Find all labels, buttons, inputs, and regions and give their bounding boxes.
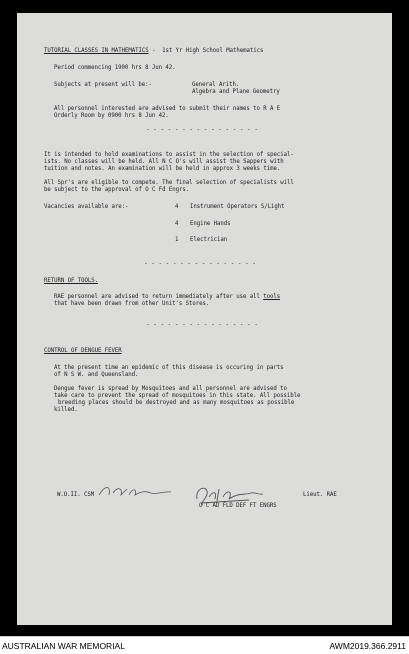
body-line: breeding places should be destroyed and as many mosquitoes as possible bbox=[58, 400, 295, 406]
subject-item: Algebra and Plane Geometry bbox=[192, 89, 280, 95]
footer-bar bbox=[0, 636, 409, 654]
vacancy-count: 4 bbox=[175, 221, 179, 227]
vacancy-count: 1 bbox=[175, 237, 179, 243]
separator: - - - - - - - - - - - - - - - - bbox=[146, 126, 258, 133]
title-line bbox=[44, 48, 263, 55]
vacancy-item: Electrician bbox=[190, 237, 228, 243]
section-heading: RETURN OF TOOLS. bbox=[44, 278, 98, 284]
vacancy-item: Instrument Operators S/Light bbox=[190, 204, 285, 210]
tools-underlined-word: tools bbox=[263, 294, 281, 300]
footer-credit: AUSTRALIAN WAR MEMORIAL bbox=[2, 641, 125, 651]
tools-text: RAE personnel are advised to return immediately after use all bbox=[54, 294, 260, 300]
vacancy-count: 4 bbox=[175, 204, 179, 210]
body-line: It is intended to hold examinations to assist in the selection of special- bbox=[44, 152, 294, 158]
vacancies-label: Vacancies available are:- bbox=[44, 204, 129, 210]
signature-wo bbox=[97, 483, 177, 501]
footer-accession-number: AWM2019.366.2911 bbox=[329, 641, 406, 651]
vacancy-item: Engine Hands bbox=[190, 221, 231, 227]
body-line: tuition and notes. An examination will be held in approx 3 weeks time. bbox=[44, 166, 281, 172]
body-line: All personnel interested are advised to submit their names to R A E bbox=[54, 106, 281, 112]
officer-rank: Lieut. RAE bbox=[303, 492, 337, 498]
body-line: At the present time an epidemic of this disease is occuring in parts bbox=[54, 365, 284, 371]
body-line: that have been drawn from other Unit's Stores. bbox=[54, 301, 210, 307]
wo-label: W.O.II. CSM bbox=[57, 492, 95, 498]
document-body bbox=[17, 13, 392, 625]
body-line: take care to prevent the spread of mosquitoes in this state. All possible bbox=[54, 393, 301, 399]
body-line: All Spr's are eligible to compete. The final selection of specialists will bbox=[44, 180, 294, 186]
tools-line bbox=[54, 294, 280, 301]
body-line: be subject to the approval of O C Fd Engrs. bbox=[44, 187, 190, 193]
document-page bbox=[17, 13, 392, 625]
section-heading: CONTROL OF DENGUE FEVER bbox=[44, 348, 122, 354]
subjects-label: Subjects at present will be:- bbox=[54, 82, 152, 88]
body-line: Dengue fever is spread by Mosquitoes and all personnel are advised to bbox=[54, 386, 287, 392]
separator: - - - - - - - - - - - - - - - - bbox=[146, 321, 258, 328]
subject-item: General Arith. bbox=[192, 82, 240, 88]
body-line: killed. bbox=[54, 407, 78, 413]
body-line: ists. No classes will be held. All N C O's will assist the Sappers with bbox=[44, 159, 284, 165]
separator: - - - - - - - - - - - - - - - - bbox=[144, 260, 256, 267]
period-text: Period commencing 1900 hrs 8 Jun 42. bbox=[54, 65, 176, 71]
body-line: of N S W. and Queensland. bbox=[54, 372, 139, 378]
title-subtitle: - 1st Yr High School Mathematics bbox=[148, 48, 264, 54]
document-title: TUTORIAL CLASSES IN MATHEMATICS bbox=[44, 48, 149, 54]
officer-title: O C AD FLD DEF FT ENGRS bbox=[199, 503, 277, 509]
body-line: Orderly Room by 0900 hrs 8 Jun 42. bbox=[54, 113, 169, 119]
